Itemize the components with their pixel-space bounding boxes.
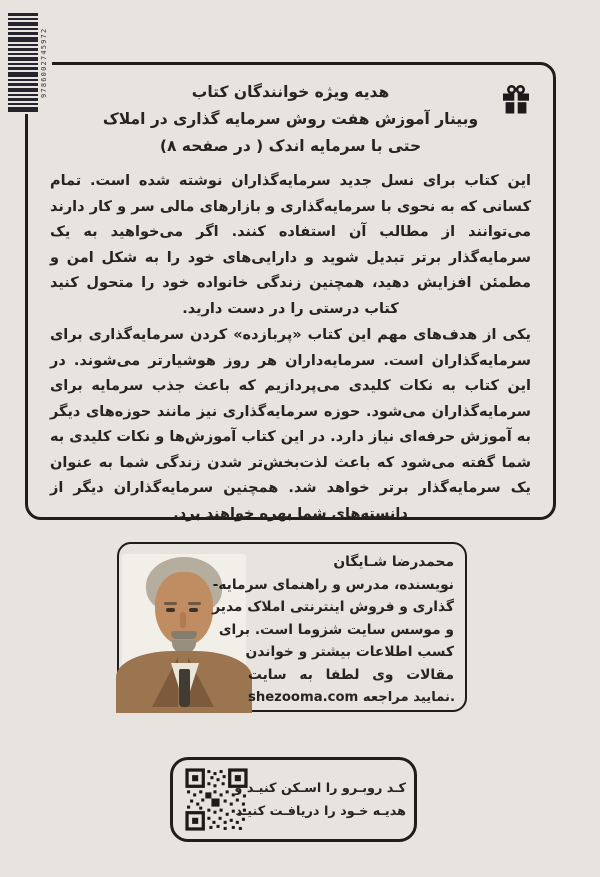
gift-offer-line-3: حتی با سرمایه اندک ( در صفحه ۸) bbox=[159, 137, 422, 155]
author-photo-eye bbox=[166, 608, 175, 612]
author-bio-line: و موسس سایت شزوما است. برای bbox=[218, 621, 454, 638]
author-photo-brow bbox=[188, 602, 201, 605]
author-bio-line: گذاری و فروش اینترنتی املاک مدیر bbox=[212, 599, 454, 616]
author-bio-text bbox=[212, 551, 455, 709]
gift-offer-line-1: هدیه ویژه خوانندگان کتاب bbox=[191, 83, 390, 101]
author-photo-nose bbox=[180, 612, 186, 628]
author-name: محمدرضا شـایگان bbox=[333, 554, 454, 570]
author-bio-line: نویسنده، مدرس و راهنمای سرمایه- bbox=[212, 576, 454, 593]
qr-instruction-line-1: کـد روبـرو را اسـکن کنیـد و bbox=[234, 781, 406, 796]
author-photo-mustache bbox=[171, 631, 197, 639]
gift-offer-line-2: وبینار آموزش هفت روش سرمایه گذاری در املاک bbox=[102, 110, 479, 128]
qr-instruction-line-2: هدیـه خـود را دریافـت کنیـد bbox=[235, 804, 406, 819]
gift-offer-header bbox=[50, 79, 531, 160]
qr-instruction bbox=[234, 777, 406, 823]
synopsis-paragraph-1: این کتاب برای نسل جدید سرمایه‌گذاران نوشته شده است. تمام کسانی که به نحوی با سرمایه‌گذاری و بازارهای مالی سر و کار دارند می‌توانند از مطالب آن استفاده کنند. اگر می‌خواهید به یک سرمایه‌گذار برتر تبدیل شوید و دارایی‌های خود را به شکل امن و مطمئن افزایش دهید، همچنین زندگی خانواده خود را متحول کنید کتاب درستی را در دست دارید. bbox=[50, 173, 531, 317]
description-box bbox=[25, 62, 556, 520]
author-bio-box bbox=[117, 542, 467, 712]
author-bio-line: کسب اطلاعات بیشتر و خواندن bbox=[245, 644, 454, 661]
author-photo-brow bbox=[164, 602, 177, 605]
barcode-number: 9786002745972 bbox=[40, 27, 48, 98]
synopsis-paragraph-2: یکی از هدف‌های مهم این کتاب «پربازده» کردن سرمایه‌گذاری برای سرمایه‌گذاران است. سرمایه‌داران هر روز هوشیارتر می‌شوند. در این کتاب به نکات کلیدی می‌پردازیم که باعث جذب سرمایه برای سرمایه‌گذاران می‌شود. حوزه سرمایه‌گذاری نیز مانند حوزه‌های دیگر به آموزش حرفه‌ای نیاز دارد. در این کتاب آموزش‌ها و نکات کلیدی به شما گفته می‌شود که باعث لذت‌بخش‌تر شدن زندگی شما به عنوان یک سرمایه‌گذار برتر خواهد شد. همچنین سرمایه‌گذاران دیگر از دانسته‌های شما بهره خواهند برد. bbox=[50, 327, 531, 522]
isbn-barcode bbox=[0, 13, 52, 114]
qr-gift-box bbox=[170, 757, 417, 842]
author-photo-tie bbox=[179, 669, 190, 707]
author-photo-eye bbox=[189, 608, 198, 612]
author-bio-line: مقالات وی لطفا به سایت bbox=[248, 666, 454, 683]
barcode-bars-icon bbox=[8, 13, 38, 112]
gift-icon bbox=[501, 84, 531, 114]
author-website-line: shezooma.com مراجعه‎ نمایید. bbox=[248, 689, 455, 705]
